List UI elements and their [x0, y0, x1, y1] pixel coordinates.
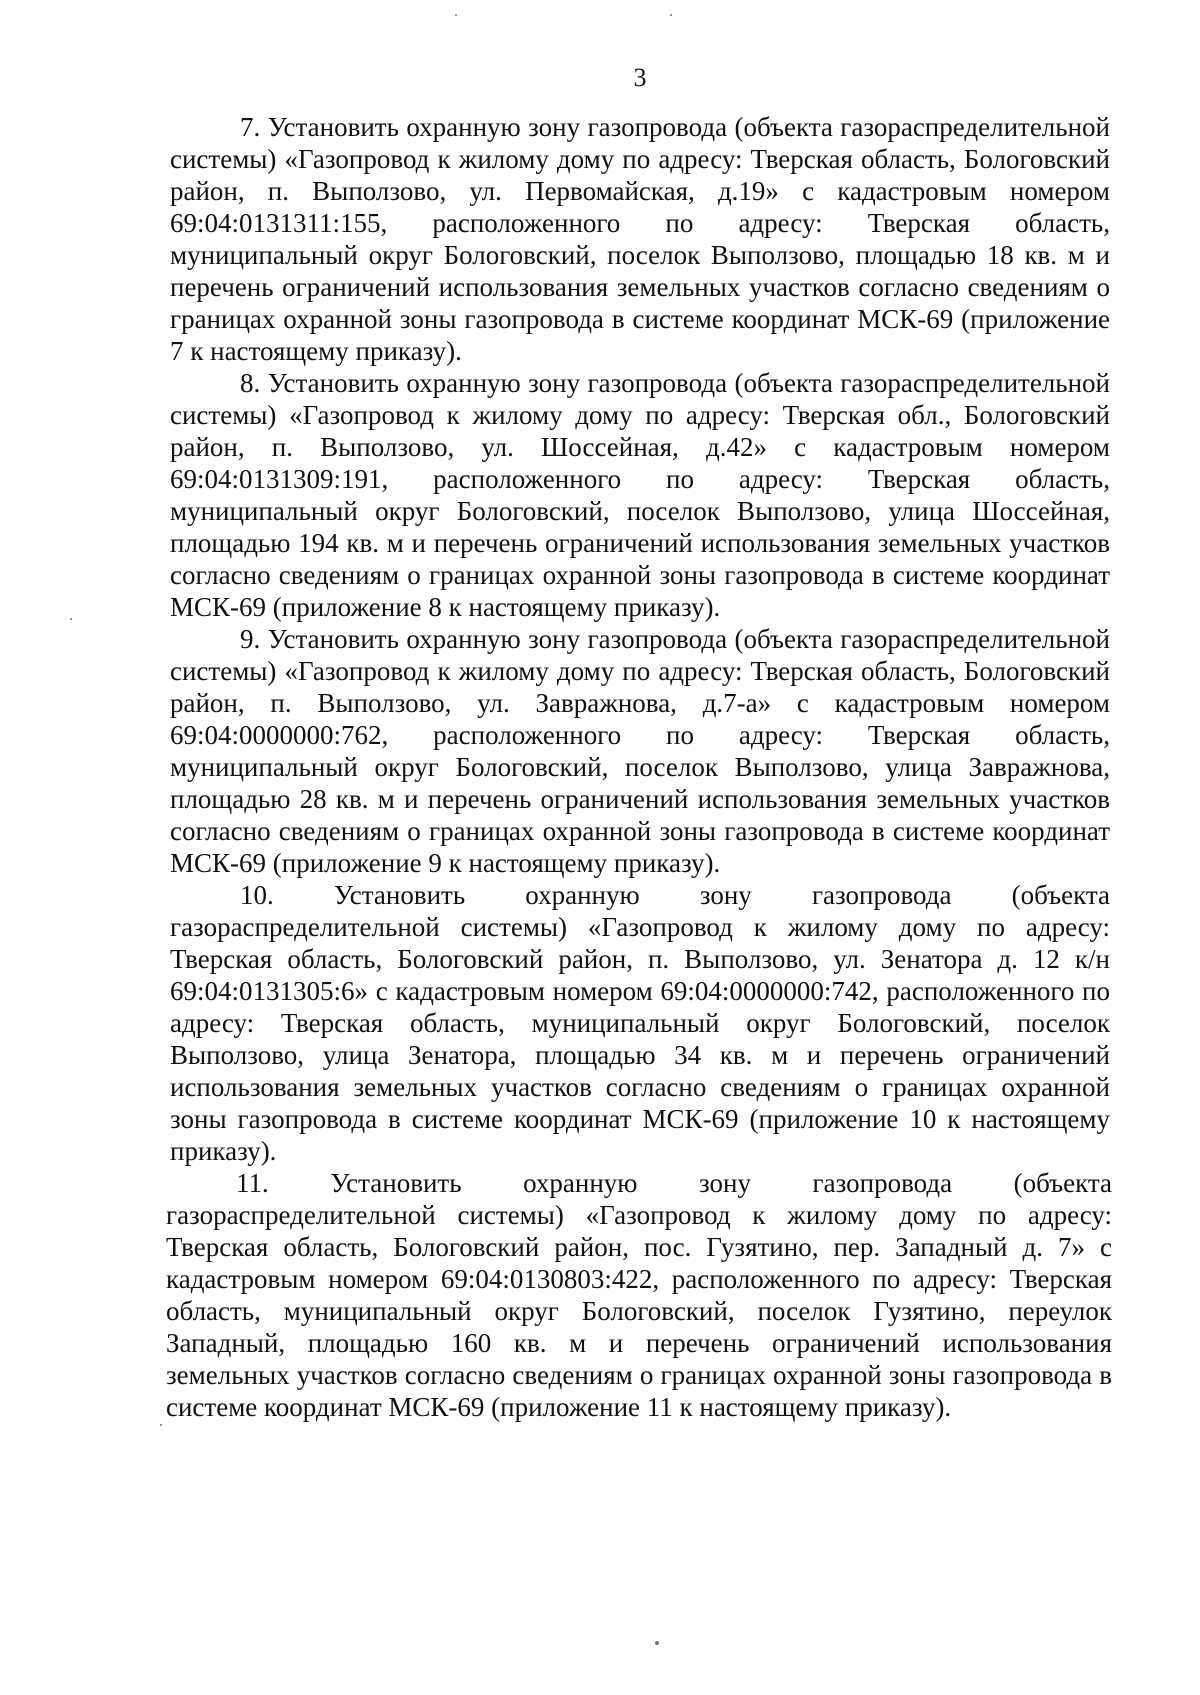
scan-speck [455, 14, 457, 16]
paragraph-number: 10. [240, 880, 274, 910]
paragraph-text: Установить охранную зону газопровода (объекта газораспределительной системы) «Газопровод к жилому дому по адресу: Тверская область, Бологовский район, пос. Гузятино, пер. Западный д. 7» с кадастровым номером 69:04:0130803:422, расположенного по адресу: Тверская область, муниципальный округ Бологовский, поселок Гузятино, переулок Западный, площадью 160 кв. м и перечень ограничений использования земельных участков согласно сведениям о границах охранной зоны газопровода в системе координат МСК-69 (приложение 11 к настоящему приказу). [166, 1168, 1113, 1422]
paragraph-number: 11. [236, 1168, 269, 1198]
paragraph-11 [166, 1167, 1112, 1423]
scan-speck [160, 1424, 162, 1426]
paragraph-text: Установить охранную зону газопровода (объекта газораспределительной системы) «Газопровод к жилому дому по адресу: Тверская область, Бологовский район, п. Выползово, ул. Зенатора д. 12 к/н 69:04:0131305:6» с кадастровым номером 69:04:0000000:742, расположенного по адресу: Тверская область, муниципальный округ Бологовский, поселок Выползово, улица Зенатора, площадью 34 кв. м и перечень ограничений использования земельных участков согласно сведениям о границах охранной зоны газопровода в системе координат МСК-69 (приложение 10 к настоящему приказу). [170, 880, 1110, 1166]
paragraph-text: Установить охранную зону газопровода (объекта газораспределительной системы) «Газопровод к жилому дому по адресу: Тверская обл., Бологовский район, п. Выползово, ул. Шоссейная, д.42» с кадастровым номером 69:04:0131309:191, расположенного по адресу: Тверская область, муниципальный округ Бологовский, поселок Выползово, улица Шоссейная, площадью 194 кв. м и перечень ограничений использования земельных участков согласно сведениям о границах охранной зоны газопровода в системе координат МСК-69 (приложение 8 к настоящему приказу). [170, 368, 1110, 622]
paragraph-9 [170, 623, 1110, 879]
paragraph-text: Установить охранную зону газопровода (объекта газораспределительной системы) «Газопровод к жилому дому по адресу: Тверская область, Бологовский район, п. Выползово, ул. Первомайская, д.19» с кадастровым номером 69:04:0131311:155, расположенного по адресу: Тверская область, муниципальный округ Бологовский, поселок Выползово, площадью 18 кв. м и перечень ограничений использования земельных участков согласно сведениям о границах охранной зоны газопровода в системе координат МСК-69 (приложение 7 к настоящему приказу). [170, 112, 1110, 366]
document-body [166, 111, 1113, 1423]
paragraph-number: 9. [240, 624, 261, 654]
paragraph-number: 8. [240, 368, 261, 398]
page-number: 3 [633, 63, 647, 92]
paragraph-8 [170, 367, 1110, 623]
paragraph-number: 7. [240, 112, 261, 142]
scan-speck [70, 618, 72, 620]
paragraph-text: Установить охранную зону газопровода (объекта газораспределительной системы) «Газопровод к жилому дому по адресу: Тверская область, Бологовский район, п. Выползово, ул. Завражнова, д.7-а» с кадастровым номером 69:04:0000000:762, расположенного по адресу: Тверская область, муниципальный округ Бологовский, поселок Выползово, улица Завражнова, площадью 28 кв. м и перечень ограничений использования земельных участков согласно сведениям о границах охранной зоны газопровода в системе координат МСК-69 (приложение 9 к настоящему приказу). [170, 624, 1110, 878]
scan-speck [670, 14, 672, 16]
paragraph-10 [170, 879, 1110, 1167]
paragraph-7 [170, 111, 1110, 367]
scan-speck [655, 1641, 659, 1645]
